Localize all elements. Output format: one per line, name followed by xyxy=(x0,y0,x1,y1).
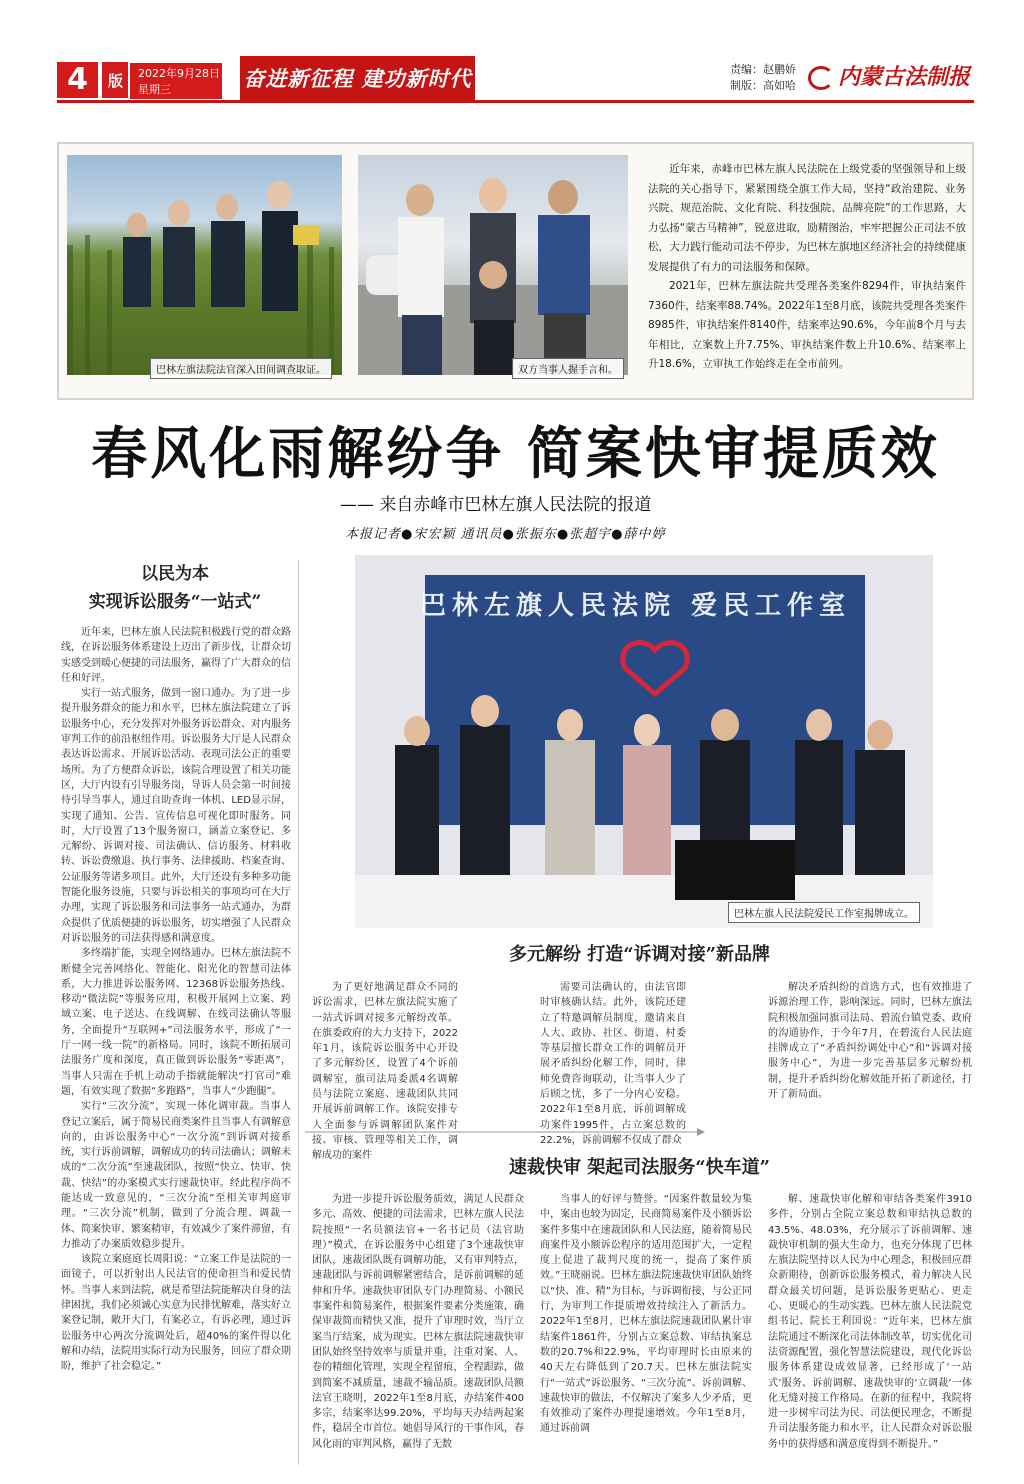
photo-field-investigation xyxy=(67,155,342,375)
section1-heading-line2: 实现诉讼服务“一站式” xyxy=(88,592,262,612)
body-paragraph: 为了更好地满足群众不同的诉讼需求，巴林左旗法院实施了一站式诉调对接多元解纷改革。在旗委政府的大力支持下，2022年1月，该院诉讼服务中心开设了多元解纷区，设置了4个诉前调解室，旗司法局委派4名调解员与法院立案庭、速裁团队共同开展诉前调解工作。该院安排专人全面参与诉调解团队案件对接、审核、管理等相关工作，调解成功的案件 xyxy=(312,982,458,1162)
body-paragraph: 当事人的好评与赞誉。“因案件数量较为集中，案由也较为固定，民商简易案件及小额诉讼案件多集中在速裁团队和人民法庭，随着简易民商案件及小额诉讼程序的适用范围扩大，一定程度上促进了裁判尺度的统一，提高了案件质效。”王晓丽说。巴林左旗法院速裁快审团队始终以“快、准、精”为目标，与诉调衔接，与公正同行，为审判工作提质增效持续注入了新活力。2022年1至8月，巴林左旗法院速裁团队累计审结案件1861件，分别占立案总数、审结执案总数的20.7%和22.9%，平均审理时长由原来的40天左右降低到了20.7天。巴林左旗法院实行“一站式”诉讼服务、“三次分流”、诉前调解、速裁快审的做法，不仅解决了案多人少矛盾，更有效推动了案件办理提速增效。今年1至8月，通过诉前调 xyxy=(540,1194,752,1435)
section1-heading-line1: 以民为本 xyxy=(141,564,209,584)
section2-heading: 多元解纷 打造“诉调对接”新品牌 xyxy=(509,944,770,965)
body-paragraph: 为进一步提升诉讼服务质效，满足人民群众多元、高效、便捷的司法需求，巴林左旗人民法院按照“一名员额法官+一名书记员（法官助理）”模式，在诉讼服务中心组建了3个速裁快审团队，速裁团队既有调解功能，又有审判特点，速裁团队与诉前调解紧密结合，是诉前调解的延伸和升华。速裁快审团队专门办理简易、小额民事案件和简易案件，根据案件要素分类施策，确保审裁简而精快又准，提升了审理时效，当厅立案当厅结案，成为现实。巴林左旗法院速裁快审团队始终坚持效率与质量并重，注重对案、人、卷的精细化管理，实现全程留痕，全程跟踪，做到简案不减质量，速裁不输品质。速裁团队员额法官王晓明，2022年1至8月底，办结案件400多宗，结案率达99.20%，平均每天办结两起案件，稳居全市首位。她倡导风行的干事作风，春风化雨的审判风格，赢得了无数 xyxy=(312,1194,524,1450)
sub-headline: —— 来自赤峰市巴林左旗人民法院的报道 xyxy=(340,495,652,515)
designer-name: 制版：高如哈 xyxy=(730,79,796,92)
section3-heading: 速裁快审 架起司法服务“快车道” xyxy=(509,1157,770,1178)
main-headline: 春风化雨解纷争 简案快审提质效 xyxy=(91,421,940,487)
intro-text xyxy=(648,160,966,375)
body-paragraph: 近年来，巴林左旗人民法院积极践行党的群众路线，在诉讼服务体系建设上迈出了新步伐，让群众切实感受到暖心便捷的司法服务，赢得了广大群众的信任和好评。 xyxy=(61,627,291,684)
section3-column3 xyxy=(768,1192,972,1467)
newspaper-logo xyxy=(808,62,976,92)
body-paragraph: 需要司法确认的，由法官即时审核确认结。此外，该院还建立了特邀调解员制度，邀请来自人大、政协、社区、街道、村委等基层擅长群众工作的调解员开展矛盾纠纷化解工作，同时，律师免费咨询联动，让当事人少了后顾之忧，多了一分内心安稳。2022年1至8月底，诉前调解成功案件1995件，占立案总数的22.2%，诉前调解不仅成了群众 xyxy=(540,982,686,1146)
field-scene-illustration xyxy=(67,155,342,375)
issue-date-block xyxy=(130,63,222,99)
intro-paragraph: 近年来，赤峰市巴林左旗人民法院在上级党委的坚强领导和上级法院的关心指导下，紧紧围绕全旗工作大局，坚持“政治建院、业务兴院、规范治院、文化育院、科技强院、品牌亮院”的工作思路，大力弘扬“蒙古马精神”，锐意进取，励精图治，牢牢把握公正司法不放松，大力践行能动司法不停步，为巴林左旗地区经济社会的持续健康发展提供了有力的司法服务和保障。 xyxy=(648,163,966,273)
body-paragraph: 该院立案庭庭长周阳说：“立案工作是法院的一面镜子，可以折射出人民法官的使命担当和爱民情怀。当事人来到法院，就是希望法院能解决自身的法律困扰，我们必须诚心实意为民排忧解难，落实好立案登记制，敞开大门，有案必立，有诉必理，通过诉讼服务中心两次分流调处后，超40%的案件得以化解和办结，法院用实际行动为民服务，回应了群众期盼，维护了社会稳定。” xyxy=(61,1254,291,1373)
logo-icon xyxy=(808,66,834,90)
photo1-caption: 巴林左旗法院法官深入田间调查取证。 xyxy=(150,358,332,379)
studio-sign-text: 巴林左旗人民法院 爱民工作室 xyxy=(420,591,852,621)
photo2-caption: 双方当事人握手言和。 xyxy=(512,358,624,379)
byline: 本报记者●宋宏颖 通讯员●张振东●张超宇●薛中婷 xyxy=(345,527,666,542)
section3-column1 xyxy=(312,1192,524,1467)
editor-name: 责编：赵鹏娇 xyxy=(730,63,796,76)
section2-column1 xyxy=(312,980,458,1162)
page-label: 版 xyxy=(102,62,128,98)
newspaper-name: 内蒙古法制报 xyxy=(838,64,971,90)
body-paragraph: 实行一站式服务，做到一窗口通办。为了进一步提升服务群众的能力和水平，巴林左旗法院建立了诉讼服务中心，充分发挥对外服务诉讼群众、对内服务审判工作的前沿枢纽作用。诉讼服务大厅是人民群众表达诉讼需求、开展诉讼活动、表现司法公正的重要场所。为了方便群众诉讼，该院合理设置了相关功能区，大厅内设有引导服务岗，导诉人员会第一时间接待引导当事人，通过自助查询一体机、LED显示屏，实现了通知、公告、宣传信息可视化即时服务。同时，大厅设置了13个服务窗口，涵盖立案登记、多元解纷、诉调对接、司法确认、信访服务、材料收转、诉讼费缴退、执行事务、法律援助、档案查询、公证服务等诸多项目。此外，大厅还设有多种多功能智能化服务设施，只要与诉讼相关的事项均可在大厅办理，实现了诉讼服务和司法事务一站式通办，为群众提供了优质便捷的诉讼服务，切实增强了人民群众对诉讼服务的司法获得感和满意度。 xyxy=(61,688,291,944)
body-paragraph: 实行“三次分流”，实现一体化调审裁。当事人登记立案后，属于简易民商类案件且当事人有调解意向的，由诉讼服务中心“一次分流”到诉调对接系统，实行诉前调解，调解成功的转司法确认；调解未成的“二次分流”至速裁团队，按照“快立、快审、快裁、快结”的办案模式实行速裁快审。经此程序尚不能达成一致意见的，“三次分流”至相关审判庭审理。“三次分流”机制，做到了分流合理、调裁一体、简案快审、繁案精审，有效减少了案件滞留，有力推动了办案质效稳步提升。 xyxy=(61,1101,291,1250)
photo3-caption: 巴林左旗人民法院爱民工作室揭牌成立。 xyxy=(728,902,920,923)
section1-body xyxy=(61,625,291,1467)
body-paragraph: 解、速裁快审化解和审结各类案件3910多件，分别占全院立案总数和审结执总数的43.5%、48.03%，充分展示了诉前调解、速裁快审机制的强大生命力，也充分体现了巴林左旗法院坚持以人民为中心理念，积极回应群众新期待，创新诉讼服务模式，着力解决人民群众最关切问题，是诉讼服务更贴心、更走心、更暖心的生动实践。巴林左旗人民法院党组书记、院长王利国说：“近年来，巴林左旗法院通过不断深化司法体制改革，切实优化司法资源配置，强化智慧法院建设，现代化诉讼服务体系建设成效显著，已经形成了‘一站式’服务、诉前调解、速裁快审的‘立调裁’一体化无缝对接工作格局。在新的征程中，我院将进一步树牢司法为民、司法便民理念，不断提升司法服务能力和水平，让人民群众对诉讼服务中的获得感和满意度得到不断提升。” xyxy=(768,1194,972,1450)
body-paragraph: 多终端扩能，实现全网络通办。巴林左旗法院不断健全完善网络化、智能化、阳光化的智慧司法体系，大力推进诉讼服务网、12368诉讼服务热线、移动“微法院”等服务应用，积极开展网上立案、跨域立案、电子送达、在线调解、在线司法确认等服务，全面提升“互联网+”司法服务水平，形成了“一厅一网一线一院”的新格局。同时，该院不断拓展司法服务广度和深度，真正做到诉讼服务“零距离”，当事人只需在手机上动动手指就能解决“打官司”难题，有效实现了数据“多跑路”，当事人“少跑腿”。 xyxy=(61,948,291,1097)
section2-column3 xyxy=(768,980,972,1120)
page-number: 4 xyxy=(57,62,98,98)
photo-handshake xyxy=(358,155,628,375)
issue-weekday: 星期三 xyxy=(138,83,171,96)
masthead-rule xyxy=(57,100,974,103)
section2-column2 xyxy=(540,980,686,1146)
handshake-scene-illustration xyxy=(358,155,628,375)
body-paragraph: 解决矛盾纠纷的首选方式，也有效推进了诉源治理工作，影响深远。同时，巴林左旗法院积极加强同旗司法局、碧流台镇党委、政府的沟通协作，于今年7月，在碧流台人民法庭挂牌成立了“矛盾纠纷调处中心”和“诉调对接服务中心”，为进一步完善基层多元解纷机制，提升矛盾纠纷化解效能开拓了新途径，打开了新局面。 xyxy=(768,982,972,1101)
issue-date: 2022年9月28日 xyxy=(138,67,220,80)
editor-credits xyxy=(730,62,796,94)
intro-paragraph: 2021年，巴林左旗法院共受理各类案件8294件，审执结案件7360件，结案率88.74%。2022年1至8月底，该院共受理各类案件8985件，审执结案件8140件，结案率达90.6%，今年前8个月与去年相比，立案数上升7.75%、审执结案件数上升10.6%、结案率上升18.6%，立审执工作始终走在全市前列。 xyxy=(648,280,966,370)
column-divider xyxy=(298,560,299,1465)
section3-column2 xyxy=(540,1192,752,1467)
section1-heading xyxy=(57,560,293,616)
slogan-banner: 奋进新征程 建功新时代 xyxy=(240,56,475,102)
section-divider-arrow xyxy=(305,1128,705,1136)
